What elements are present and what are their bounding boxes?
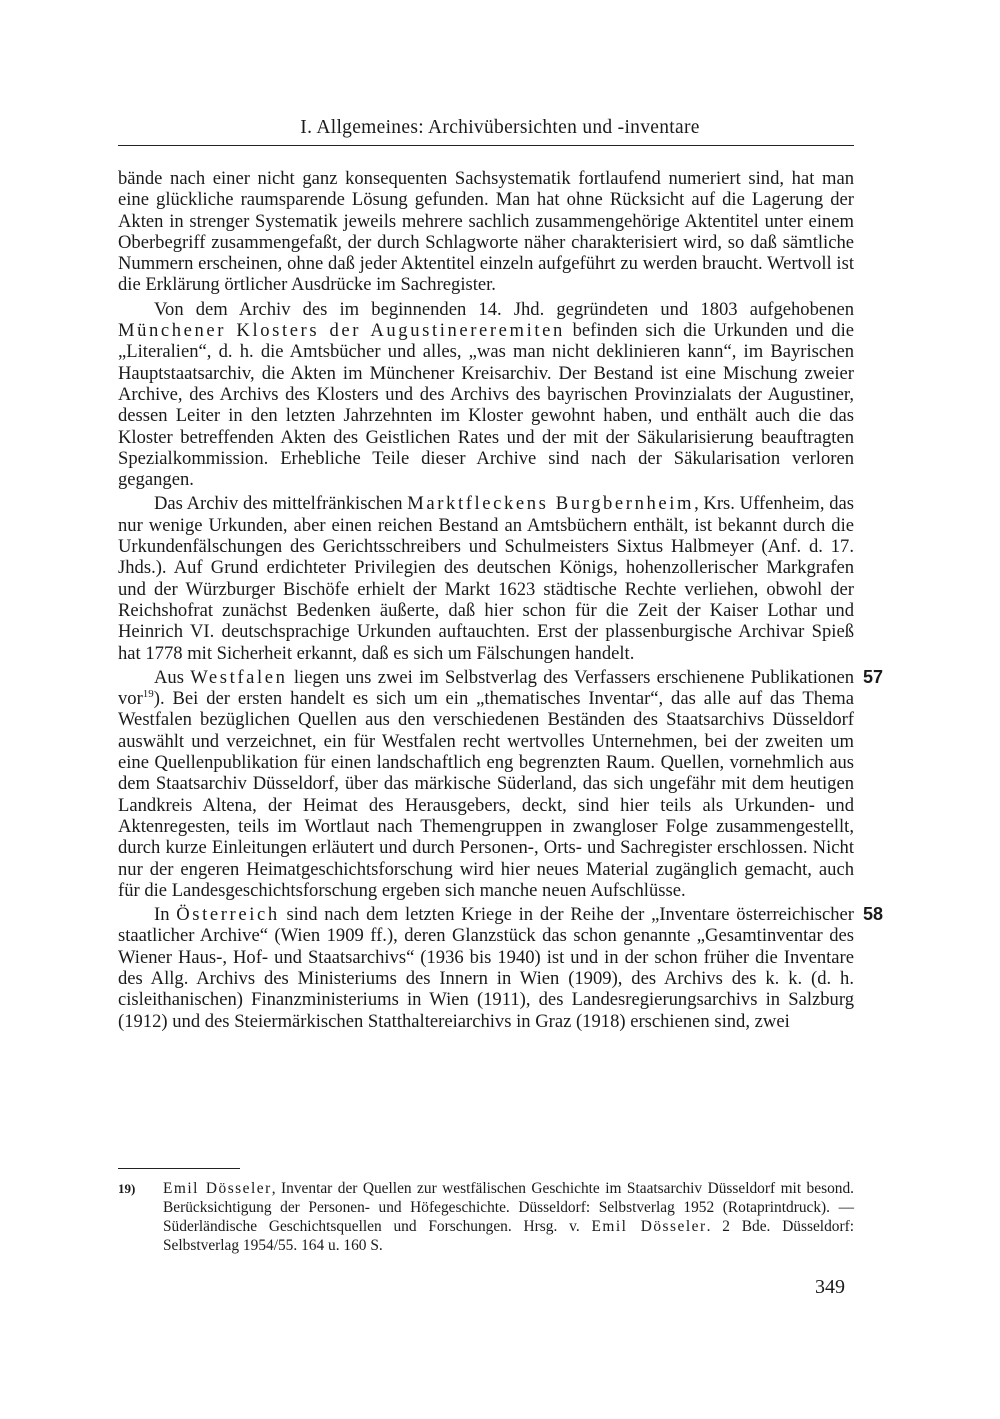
footnote-ref-19: 19 [142, 687, 154, 700]
paragraph-1-text: bände nach einer nicht ganz konsequenten Sachsystematik fortlaufend numeriert sind, hat man eine glückliche raumsparende Lösung gefunden. Man hat ohne Rücksicht auf die Lagerung der Akten in strenger Systematik jeweils mehrere sachlich zusammengehörige Aktentitel unter einem Oberbegriff zusammengefaßt, der durch Schlagworte näher charakterisiert wird, so daß sämtliche Nummern erscheinen, ohne daß jeder Aktentitel einzeln aufgeführt zu werden braucht. Wertvoll ist die Erklärung örtlicher Ausdrücke im Sachregister. [118, 168, 854, 296]
footnote-author: Emil Dösseler [163, 1180, 272, 1197]
footnote-body [163, 1179, 854, 1255]
paragraph-1 [118, 168, 854, 296]
paragraph-2-spaced-term: Münchener Klosters der Augustinereremiten [118, 320, 565, 342]
paragraph-4-text-a: Aus [154, 666, 191, 688]
margin-number-58: 58 [863, 904, 884, 925]
running-head: I. Allgemeines: Archivübersichten und -inventare [300, 117, 700, 138]
paragraph-2-text-b: befinden sich die Urkunden und die „Literalien“, d. h. die Amtsbücher und alles, „was man nicht deklinieren kann“, im Bayrischen Hauptstaatsarchiv, die Akten im Münchener Kreisarchiv. Der Bestand ist eine Mischung zweier Archive, des Archivs des Klosters und des Archivs des bayrischen Provinzialats der Augustiner, dessen Leiter in den letzten Jahrzehnten im Kloster gewohnt haben, und enthält auch die das Kloster betreffenden Akten des Geistlichen Rates und der mit der Säkularisierung beauftragten Spezialkommission. Erhebliche Teile dieser Archive sind nach der Säkularisation verloren gegangen. [118, 320, 854, 491]
paragraph-3 [118, 493, 854, 663]
page-number: 349 [815, 1276, 845, 1298]
paragraph-4 [118, 666, 884, 901]
paragraph-5-spaced-term: Österreich [176, 904, 280, 926]
footnote-rule [118, 1168, 240, 1169]
margin-number-57: 57 [863, 666, 884, 687]
paragraph-5-text-b: sind nach dem letzten Kriege in der Reihe der „Inventare österreichischer staatlicher Archive“ (Wien 1909 ff.), deren Glanzstück das schon genannte „Gesamtinventar des Wiener Haus-, Hof- und Staatsarchivs“ (1936 bis 1940) ist und in der schon früher die Inventare des Allg. Archivs des Ministeriums des Innern in Wien (1909), des Archivs des k. k. (d. h. cisleithanischen) Finanzministeriums in Wien (1911), des Landesregierungsarchivs in Salzburg (1912) und des Steiermärkischen Statthaltereiarchivs in Graz (1918) erschienen sind, zwei [118, 904, 854, 1032]
footnote-editor: Emil Dösseler [591, 1218, 707, 1235]
footnote-19 [118, 1179, 854, 1255]
paragraph-3-text-b: , Krs. Uffenheim, das nur wenige Urkunden, aber einen reichen Bestand an Amtsbüchern enthält, ist bekannt durch die Urkundenfälschungen des Gerichtsschreibers und Schulmeisters Sixtus Halbmeyer (Anf. d. 17. Jhds.). Auf Grund erdichteter Privilegien des deutschen Königs, hohenzollerischer Markgrafen und der Würzburger Bischöfe erhielt der Markt 1623 städtische Rechte verliehen, obwohl der Reichshofrat zunächst Bedenken äußerte, daß hier schon für die Zeit der Kaiser Lothar und Heinrich VI. deutschsprachige Urkunden auftauchten. Erst der plassenburgische Archivar Spieß hat 1778 mit Sicherheit erkannt, daß es sich um Fälschungen handelt. [118, 493, 854, 664]
paragraph-5-text-a: In [154, 904, 177, 926]
paragraph-4-text-b: liegen uns zwei im Selbstverlag des Verfassers erschienene Publikationen vor [118, 666, 855, 710]
paragraph-5 [118, 904, 884, 1032]
paragraph-4-spaced-term: Westfalen [190, 666, 288, 688]
footnote-text-a: , Inventar der Quellen zur westfälischen Geschichte im Staatsarchiv Düsseldorf mit besond. Berücksichtigung der Personen- und Höfegeschichte. Düsseldorf: Selbstverlag 1952 (Rotaprintdruck). — Süderländische Geschichtsquellen und Forschungen. Hrsg. v. [163, 1180, 854, 1235]
body-text [118, 168, 884, 1032]
paragraph-3-spaced-term: Marktfleckens Burgbernheim [407, 493, 695, 515]
footnote-text-b: . 2 Bde. Düsseldorf: Selbstverlag 1954/55. 164 u. 160 S. [163, 1218, 855, 1254]
paragraph-3-text-a: Das Archiv des mittelfränkischen [154, 493, 408, 515]
footnote-mark: 19) [118, 1181, 136, 1196]
header-rule [118, 145, 854, 146]
paragraph-4-text-c: ). Bei der ersten handelt es sich um ein „thematisches Inventar“, das alle auf das Thema Westfalen bezüglichen Quellen aus den verschiedenen Beständen des Staatsarchivs Düsseldorf auswählt und verzeichnet, ein für Westfalen recht wertvolles Unternehmen, bei der zweiten um eine Quellenpublikation für einen landschaftlich eng begrenzten Raum. Quellen, vornehmlich aus dem Staatsarchiv Düsseldorf, über das märkische Süderland, das sich ungefähr mit dem heutigen Landkreis Altena, der Heimat des Herausgebers, deckt, sind hier teils als Urkunden- und Aktenregesten, teils im Wortlaut nach Themengruppen in zwangloser Folge zusammengestellt, durch kurze Einleitungen erläutert und durch Personen-, Orts- und Sachregister erschlossen. Nicht nur der engeren Heimatgeschichtsforschung wird hier neues Material zugänglich gemacht, auch für die Landesgeschichtsforschung ergeben sich manche neuen Aufschlüsse. [118, 688, 854, 901]
paragraph-2 [118, 299, 854, 491]
paragraph-2-text-a: Von dem Archiv des im beginnenden 14. Jhd. gegründeten und 1803 aufgehobenen [154, 298, 854, 320]
